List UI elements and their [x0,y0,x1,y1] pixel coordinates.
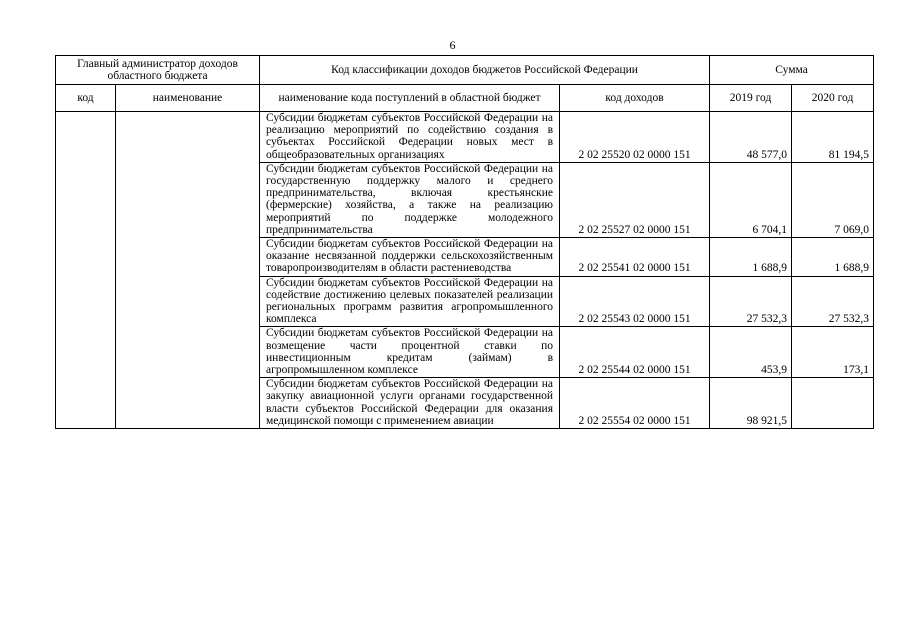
header-sum: Сумма [710,56,874,85]
admin-code-cell [56,112,116,429]
header-kod: код [56,85,116,112]
header-year-2019: 2019 год [710,85,792,112]
admin-name-cell [116,112,260,429]
row-sum-2020: 173,1 [792,327,874,378]
row-income-code: 2 02 25544 02 0000 151 [560,327,710,378]
row-sum-2020 [792,378,874,429]
row-sum-2019: 98 921,5 [710,378,792,429]
row-sum-2019: 48 577,0 [710,112,792,163]
row-income-code: 2 02 25543 02 0000 151 [560,276,710,327]
header-year-2020: 2020 год [792,85,874,112]
row-description: Субсидии бюджетам субъектов Российской Федерации на государственную поддержку малого и среднего предпринимательства, включая крестьянские (фермерские) хозяйства, а также на реализацию мероприятий по поддержке молодежного предпринимательства [260,162,560,237]
row-sum-2020: 7 069,0 [792,162,874,237]
row-description: Субсидии бюджетам субъектов Российской Федерации на оказание несвязанной поддержки сельскохозяйственным товаропроизводителям в области растениеводства [260,238,560,277]
row-description: Субсидии бюджетам субъектов Российской Федерации на содействие достижению целевых показателей реализации региональных программ развития агропромышленного комплекса [260,276,560,327]
row-sum-2019: 453,9 [710,327,792,378]
row-sum-2019: 27 532,3 [710,276,792,327]
row-description: Субсидии бюджетам субъектов Российской Федерации на закупку авиационной услуги органами государственной власти субъектов Российской Федерации для оказания медицинской помощи с применением авиации [260,378,560,429]
page-number: 6 [449,38,456,52]
row-income-code: 2 02 25520 02 0000 151 [560,112,710,163]
row-income-code: 2 02 25541 02 0000 151 [560,238,710,277]
table-row [56,112,874,163]
header-classification: Код классификации доходов бюджетов Российской Федерации [260,56,710,85]
row-description: Субсидии бюджетам субъектов Российской Федерации на возмещение части процентной ставки по инвестиционным кредитам (займам) в агропромышленном комплексе [260,327,560,378]
row-income-code: 2 02 25554 02 0000 151 [560,378,710,429]
row-sum-2020: 1 688,9 [792,238,874,277]
header-income-code-name: наименование кода поступлений в областной бюджет [260,85,560,112]
row-sum-2019: 6 704,1 [710,162,792,237]
header-income-code: код доходов [560,85,710,112]
header-naimenovanie: наименование [116,85,260,112]
header-admin: Главный администратор доходов областного бюджета [56,56,260,85]
row-sum-2019: 1 688,9 [710,238,792,277]
row-description: Субсидии бюджетам субъектов Российской Федерации на реализацию мероприятий по содействию создания в субъектах Российской Федерации новых мест в общеобразовательных организациях [260,112,560,163]
row-sum-2020: 81 194,5 [792,112,874,163]
budget-table [55,55,874,429]
row-income-code: 2 02 25527 02 0000 151 [560,162,710,237]
row-sum-2020: 27 532,3 [792,276,874,327]
